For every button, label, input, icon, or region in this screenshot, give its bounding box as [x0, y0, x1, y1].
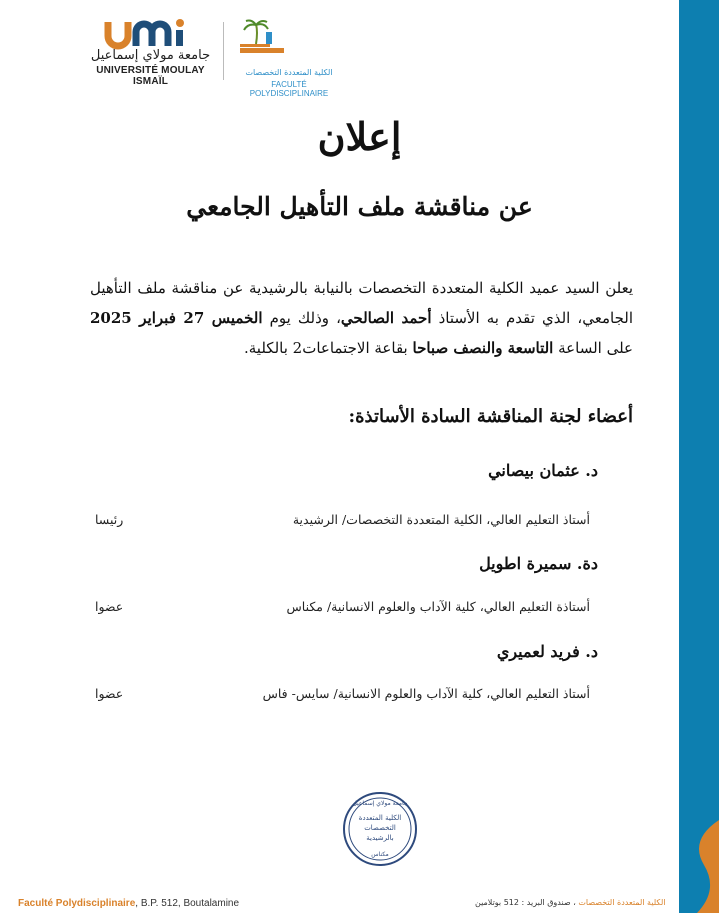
- seal-text: مكناس: [371, 851, 389, 858]
- orange-decoration: [679, 820, 719, 913]
- footer-ar-rest: ، صندوق البريد : 512 بوتلامين: [475, 898, 579, 907]
- seal-text: بالرشيدية: [366, 834, 394, 842]
- intro-part4: بقاعة الاجتماعات2 بالكلية.: [244, 339, 413, 357]
- seal-text: جامعة مولاي إسماعيل: [352, 800, 408, 807]
- faculty-logo: [234, 18, 344, 98]
- member-role: أستاذ التعليم العالي، كلية الآداب والعلوم الانسانية/ سايس- فاس: [262, 686, 590, 701]
- member-role: أستاذ التعليم العالي، الكلية المتعددة التخصصات/ الرشيدية: [292, 512, 590, 527]
- footer-fr-highlight: Faculté Polydisciplinaire: [18, 898, 136, 909]
- announcement-title: إعلان: [317, 114, 402, 159]
- announcement-body: [90, 273, 633, 363]
- logo-divider: [223, 22, 224, 80]
- side-blue-bar: [679, 0, 719, 913]
- member-name: د. فريد لعميري: [496, 642, 598, 661]
- member-role: أستاذة التعليم العالي، كلية الآداب والعلوم الانسانية/ مكناس: [286, 599, 590, 614]
- defense-date: الخميس 27 فبراير 2025: [90, 309, 263, 327]
- umi-french-name: UNIVERSITÉ MOULAY ISMAÏL: [96, 65, 205, 87]
- intro-part3: على الساعة: [553, 339, 633, 357]
- defense-time: التاسعة والنصف صباحا: [412, 339, 554, 357]
- faculty-arabic-name: الكلية المتعددة التخصصات: [245, 68, 333, 77]
- footer-address-ar: [475, 898, 665, 907]
- candidate-name: أحمد الصالحي: [340, 309, 432, 327]
- committee-title: أعضاء لجنة المناقشة السادة الأساتذة:: [348, 406, 633, 427]
- intro-part2: ، وذلك يوم: [262, 309, 341, 327]
- member-position: عضوا: [95, 599, 124, 614]
- member-position: رئيسا: [95, 512, 124, 527]
- official-seal: [341, 790, 419, 868]
- member-position: عضوا: [95, 686, 124, 701]
- footer-ar-highlight: الكلية المتعددة التخصصات: [578, 898, 666, 907]
- umi-logo-mark: [100, 18, 200, 52]
- announcement-subtitle: عن مناقشة ملف التأهيل الجامعي: [186, 192, 533, 221]
- seal-text: الكلية المتعددة: [358, 814, 402, 822]
- palm-tree-icon: [236, 18, 286, 58]
- member-name: دة. سميرة اطويل: [479, 554, 598, 573]
- footer-fr-rest: , B.P. 512, Boutalamine: [135, 898, 240, 909]
- umi-logo: [88, 18, 213, 87]
- seal-text: التخصصات: [364, 824, 396, 832]
- faculty-french-name: FACULTÉ POLYDISCIPLINAIRE: [249, 80, 329, 98]
- intro-part1: يعلن السيد عميد الكلية المتعددة التخصصات بالنيابة بالرشيدية عن مناقشة ملف التأهيل الجامعي، الذي تقدم به الأستاذ: [90, 279, 633, 327]
- umi-arabic-name: جامعة مولاي إسماعيل: [90, 48, 211, 63]
- member-name: د. عثمان بيصاني: [488, 461, 598, 480]
- footer-address-fr: [18, 898, 239, 909]
